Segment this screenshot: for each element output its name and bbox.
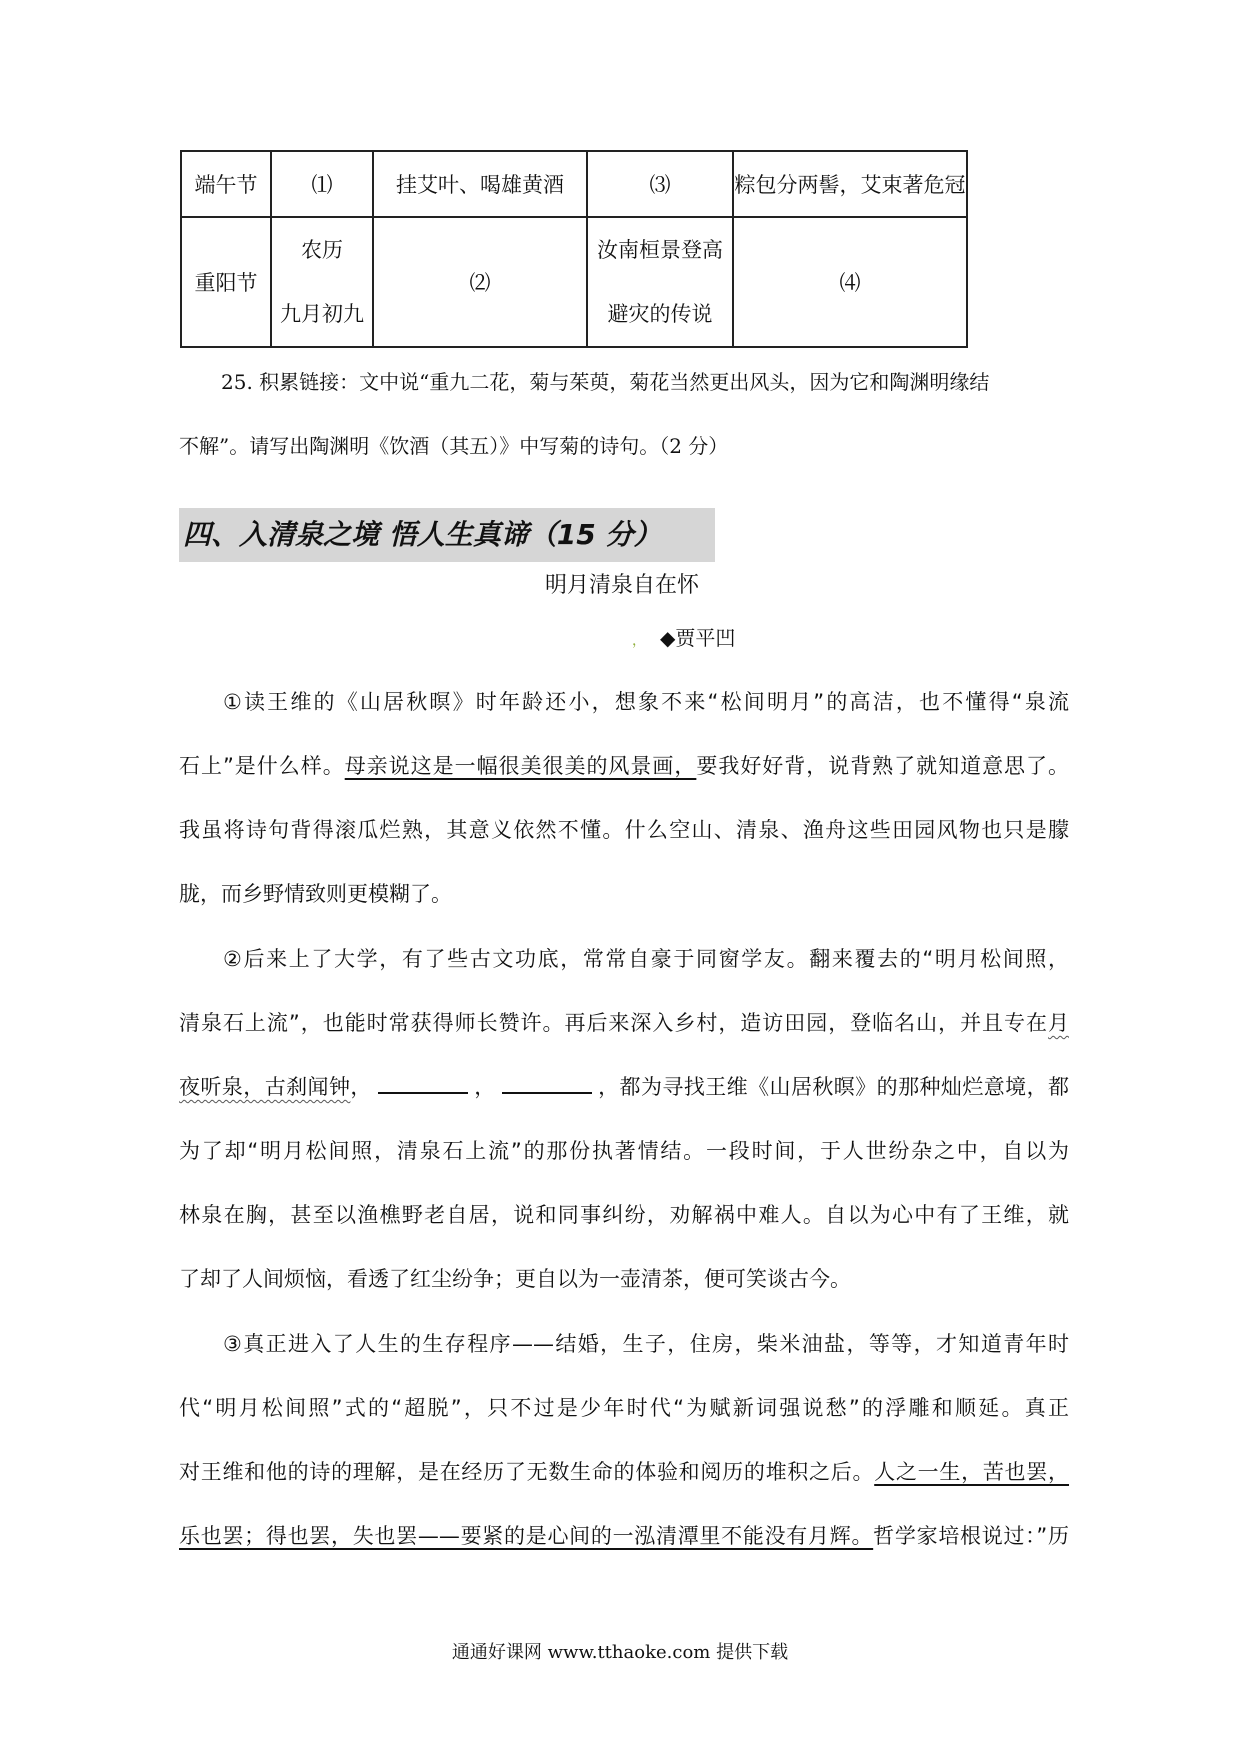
text-line: 为了却“明月松间照，清泉石上流”的那份执著情结。一段时间，于人世纷杂之中，自以为 <box>179 1139 1069 1163</box>
festival-cell: 端午节 <box>181 151 271 217</box>
text-span: ，都为寻找王维《山居秋暝》的那种灿烂意境，都 <box>597 1075 1070 1099</box>
table-row <box>181 217 967 347</box>
article-title: 明月清泉自在怀 <box>544 573 699 598</box>
fill-blank <box>502 1072 592 1094</box>
underlined-text: 人之一生，苦也罢， <box>874 1460 1070 1484</box>
wavy-underlined-text: 夜听泉，古刹闻钟 <box>179 1075 351 1099</box>
custom-cell: ⑵ <box>373 217 587 347</box>
section-heading: 四、入清泉之境 悟人生真谛（15 分） <box>179 508 715 562</box>
text-line: ①读王维的《山居秋暝》时年龄还小，想象不来“松间明月”的高洁，也不懂得“泉流 <box>223 690 1069 714</box>
date-cell <box>271 217 373 347</box>
festival-table <box>180 150 968 348</box>
author-mark: ， <box>632 633 646 649</box>
date-cell: ⑴ <box>271 151 373 217</box>
date-line: 九月初九 <box>280 302 364 326</box>
origin-cell: ⑶ <box>587 151 733 217</box>
origin-line: 避灾的传说 <box>607 302 713 326</box>
custom-cell: 挂艾叶、喝雄黄酒 <box>373 151 587 217</box>
text-line <box>179 1521 1069 1551</box>
poem-cell: 粽包分两髻，艾束著危冠 <box>733 151 967 217</box>
fill-blank <box>378 1072 468 1094</box>
text-line: 胧，而乡野情致则更模糊了。 <box>179 882 452 906</box>
text-span: 哲学家培根说过：”历 <box>873 1524 1069 1548</box>
table-row <box>181 151 967 217</box>
text-span: ， <box>350 1075 372 1099</box>
festival-cell: 重阳节 <box>181 217 271 347</box>
text-line: 林泉在胸，甚至以渔樵野老自居，说和同事纠纷，劝解祸中难人。自以为心中有了王维，就 <box>179 1203 1069 1227</box>
text-line: 了却了人间烦恼，看透了红尘纷争；更自以为一壶清茶，便可笑谈古今。 <box>179 1267 851 1291</box>
text-line <box>179 1457 1069 1487</box>
text-span: 对王维和他的诗的理解，是在经历了无数生命的体验和阅历的堆积之后。 <box>179 1460 875 1484</box>
underlined-text: 母亲说这是一幅很美很美的风景画， <box>344 754 697 778</box>
date-line: 农历 <box>301 238 343 262</box>
text-line: ②后来上了大学，有了些古文功底，常常自豪于同窗学友。翻来覆去的“明月松间照， <box>223 947 1069 971</box>
text-line <box>179 1072 1069 1102</box>
question-25 <box>179 350 1079 478</box>
text-span: ， <box>473 1075 496 1099</box>
question-line: 不解”。请写出陶渊明《饮酒（其五）》中写菊的诗句。（2 分） <box>179 434 729 458</box>
text-span: 清泉石上流”，也能时常获得师长赞许。再后来深入乡村，造访田园，登临名山，并且专在 <box>179 1011 1048 1035</box>
article-author <box>632 622 735 651</box>
wavy-underlined-text: 月 <box>1048 1011 1069 1035</box>
page-footer: 通通好课网 www.tthaoke.com 提供下载 <box>451 1642 789 1663</box>
origin-cell <box>587 217 733 347</box>
text-span: 要我好好背，说背熟了就知道意思了。 <box>696 754 1070 778</box>
text-span: 石上”是什么样。 <box>179 754 345 778</box>
text-line <box>179 1008 1069 1038</box>
poem-cell: ⑷ <box>733 217 967 347</box>
underlined-text: 乐也罢；得也罢，失也罢——要紧的是心间的一泓清潭里不能没有月辉。 <box>179 1524 874 1548</box>
origin-line: 汝南桓景登高 <box>597 238 723 262</box>
question-line: 25. 积累链接：文中说“重九二花，菊与茱萸，菊花当然更出风头，因为它和陶渊明缘结 <box>221 370 990 394</box>
text-line: 我虽将诗句背得滚瓜烂熟，其意义依然不懂。什么空山、清泉、渔舟这些田园风物也只是朦 <box>179 818 1069 842</box>
text-line: 代“明月松间照”式的“超脱”，只不过是少年时代“为赋新词强说愁”的浮雕和顺延。真正 <box>179 1396 1069 1420</box>
author-name: ◆贾平凹 <box>660 626 736 650</box>
text-line <box>179 751 1069 781</box>
text-line: ③真正进入了人生的生存程序——结婚，生子，住房，柴米油盐，等等，才知道青年时 <box>223 1332 1069 1356</box>
